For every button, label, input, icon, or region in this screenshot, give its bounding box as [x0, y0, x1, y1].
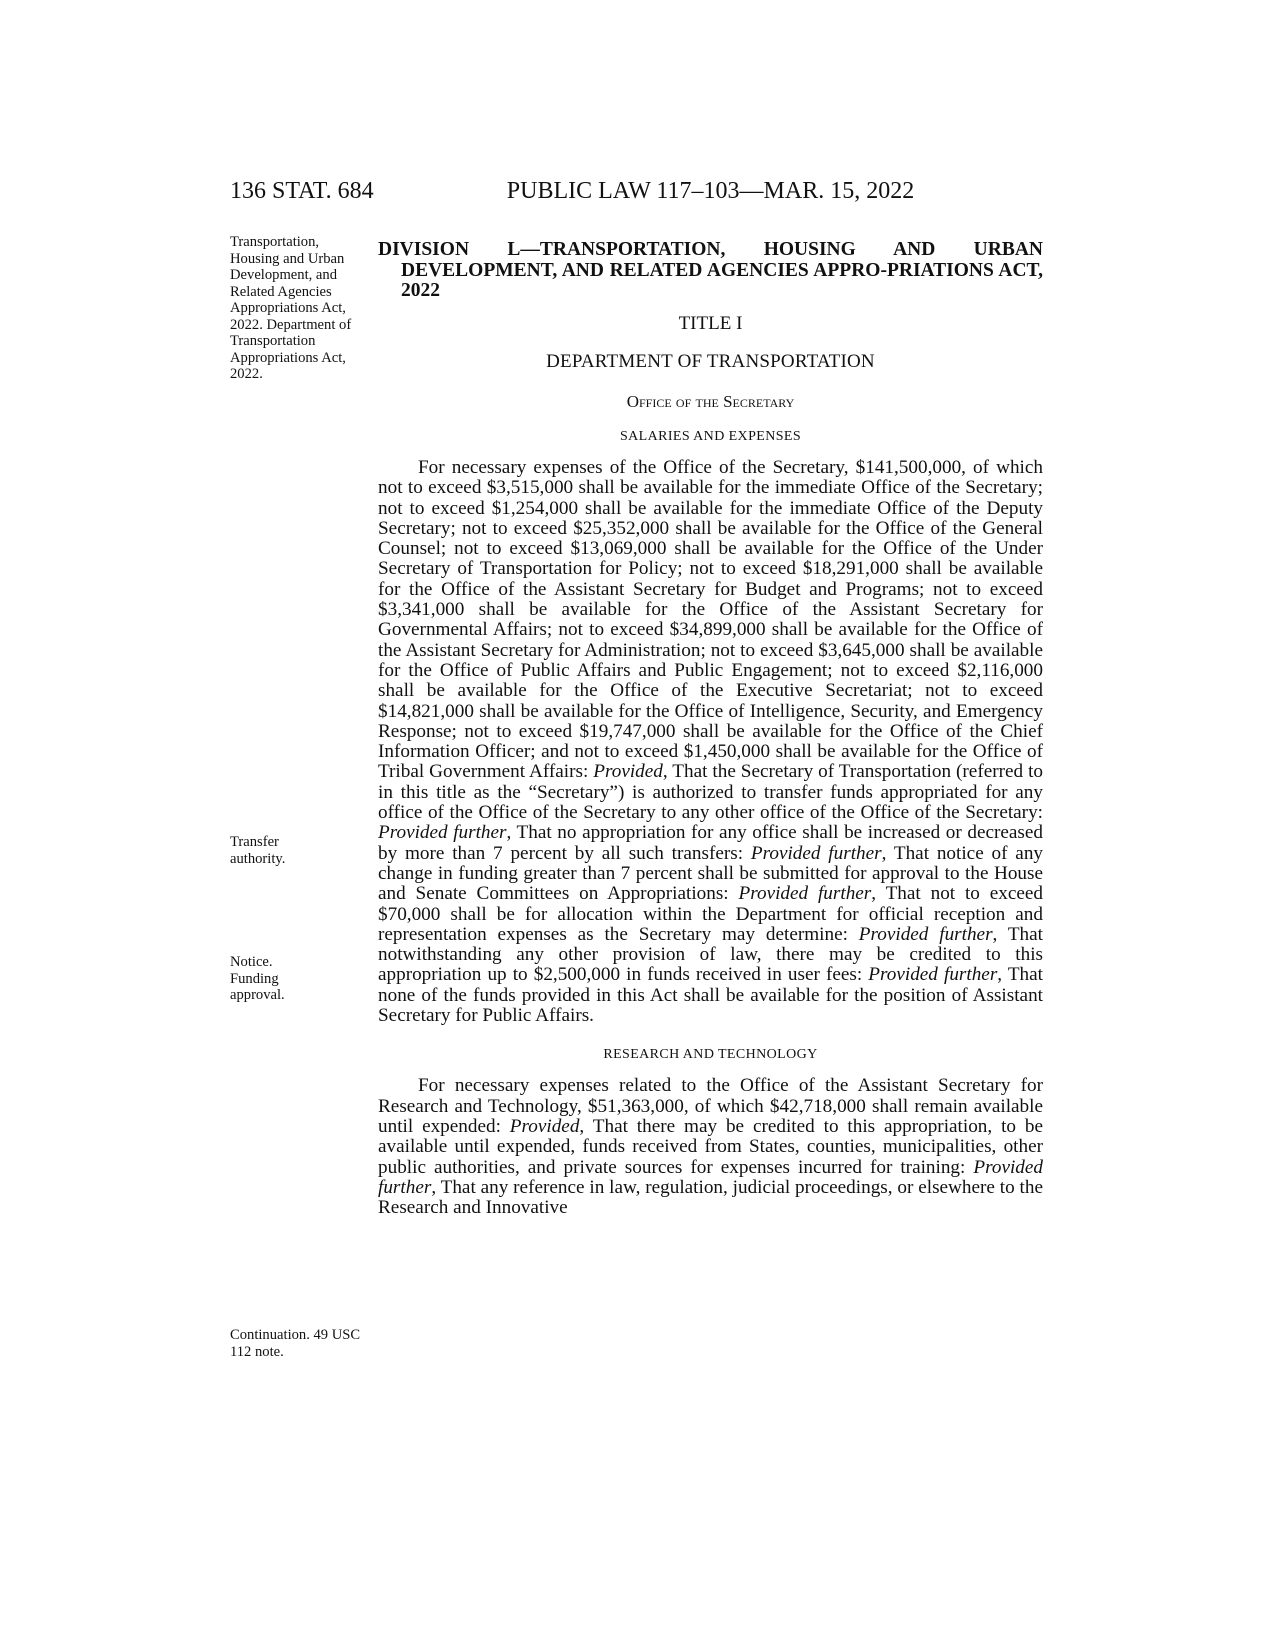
department-heading: DEPARTMENT OF TRANSPORTATION	[546, 351, 875, 372]
margin-note-continuation: Continuation. 49 USC 112 note.	[230, 1327, 361, 1360]
margin-note-notice: Notice. Funding approval.	[230, 954, 285, 1003]
page-header	[0, 178, 1275, 218]
stat-reference: 136 STAT. 684	[230, 178, 374, 204]
research-paragraph: For necessary expenses related to the Office of the Assistant Secretary for Research and Technology, $51,363,000, of which $42,718,000 shall remain available until expended: Provided, That there may be credited to this appropriation, to be available until expended, funds received from States, counties, municipalities, other public authorities, and private sources for expenses incurred for training: Provided further, That any reference in law, regulation, judicial proceedings, or elsewhere to the Research and Innovative	[378, 1075, 1043, 1219]
salaries-heading: SALARIES AND EXPENSES	[619, 429, 802, 444]
title-heading: TITLE I	[678, 313, 743, 334]
margin-note-transfer: Transfer authority.	[230, 834, 286, 867]
research-heading: RESEARCH AND TECHNOLOGY	[603, 1047, 818, 1063]
running-head: PUBLIC LAW 117–103—MAR. 15, 2022	[506, 178, 915, 204]
office-heading: Office of the Secretary	[626, 392, 795, 411]
main-text	[378, 240, 1043, 1218]
division-heading: DIVISION L—TRANSPORTATION, HOUSING AND URBAN DEVELOPMENT, AND RELATED AGENCIES APPRO-PRIATIONS ACT, 2022	[378, 239, 1043, 301]
margin-note-act-title: Transportation, Housing and Urban Development, and Related Agencies Appropriations Act, 2022. Department of Transportation Appropriations Act, 2022.	[230, 234, 352, 382]
salaries-paragraph: For necessary expenses of the Office of the Secretary, $141,500,000, of which not to exceed $3,515,000 shall be available for the immediate Office of the Secretary; not to exceed $1,254,000 shall be available for the immediate Office of the Deputy Secretary; not to exceed $25,352,000 shall be available for the Office of the General Counsel; not to exceed $13,069,000 shall be available for the Office of the Under Secretary of Transportation for Policy; not to exceed $18,291,000 shall be available for the Office of the Assistant Secretary for Budget and Programs; not to exceed $3,341,000 shall be available for the Office of the Assistant Secretary for Governmental Affairs; not to exceed $34,899,000 shall be available for the Office of the Assistant Secretary for Administration; not to exceed $3,645,000 shall be available for the Office of Public Affairs and Public Engagement; not to exceed $2,116,000 shall be available for the Office of the Executive Secretariat; not to exceed $14,821,000 shall be available for the Office of Intelligence, Security, and Emergency Response; not to exceed $19,747,000 shall be available for the Office of the Chief Information Officer; and not to exceed $1,450,000 shall be available for the Office of Tribal Government Affairs: Provided, That the Secretary of Transportation (referred to in this title as the “Secretary”) is authorized to transfer funds appropriated for any office of the Office of the Secretary to any other office of the Office of the Secretary: Provided further, That no appropriation for any office shall be increased or decreased by more than 7 percent by all such transfers: Provided further, That notice of any change in funding greater than 7 percent shall be submitted for approval to the House and Senate Committees on Appropriations: Provided further, That not to exceed $70,000 shall be for allocation within the Department for official reception and representation expenses as the Secretary may determine: Provided further, That notwithstanding any other provision of law, there may be credited to this appropriation up to $2,500,000 in funds received in user fees: Provided further, That none of the funds provided in this Act shall be available for the position of Assistant Secretary for Public Affairs.	[378, 457, 1044, 1027]
